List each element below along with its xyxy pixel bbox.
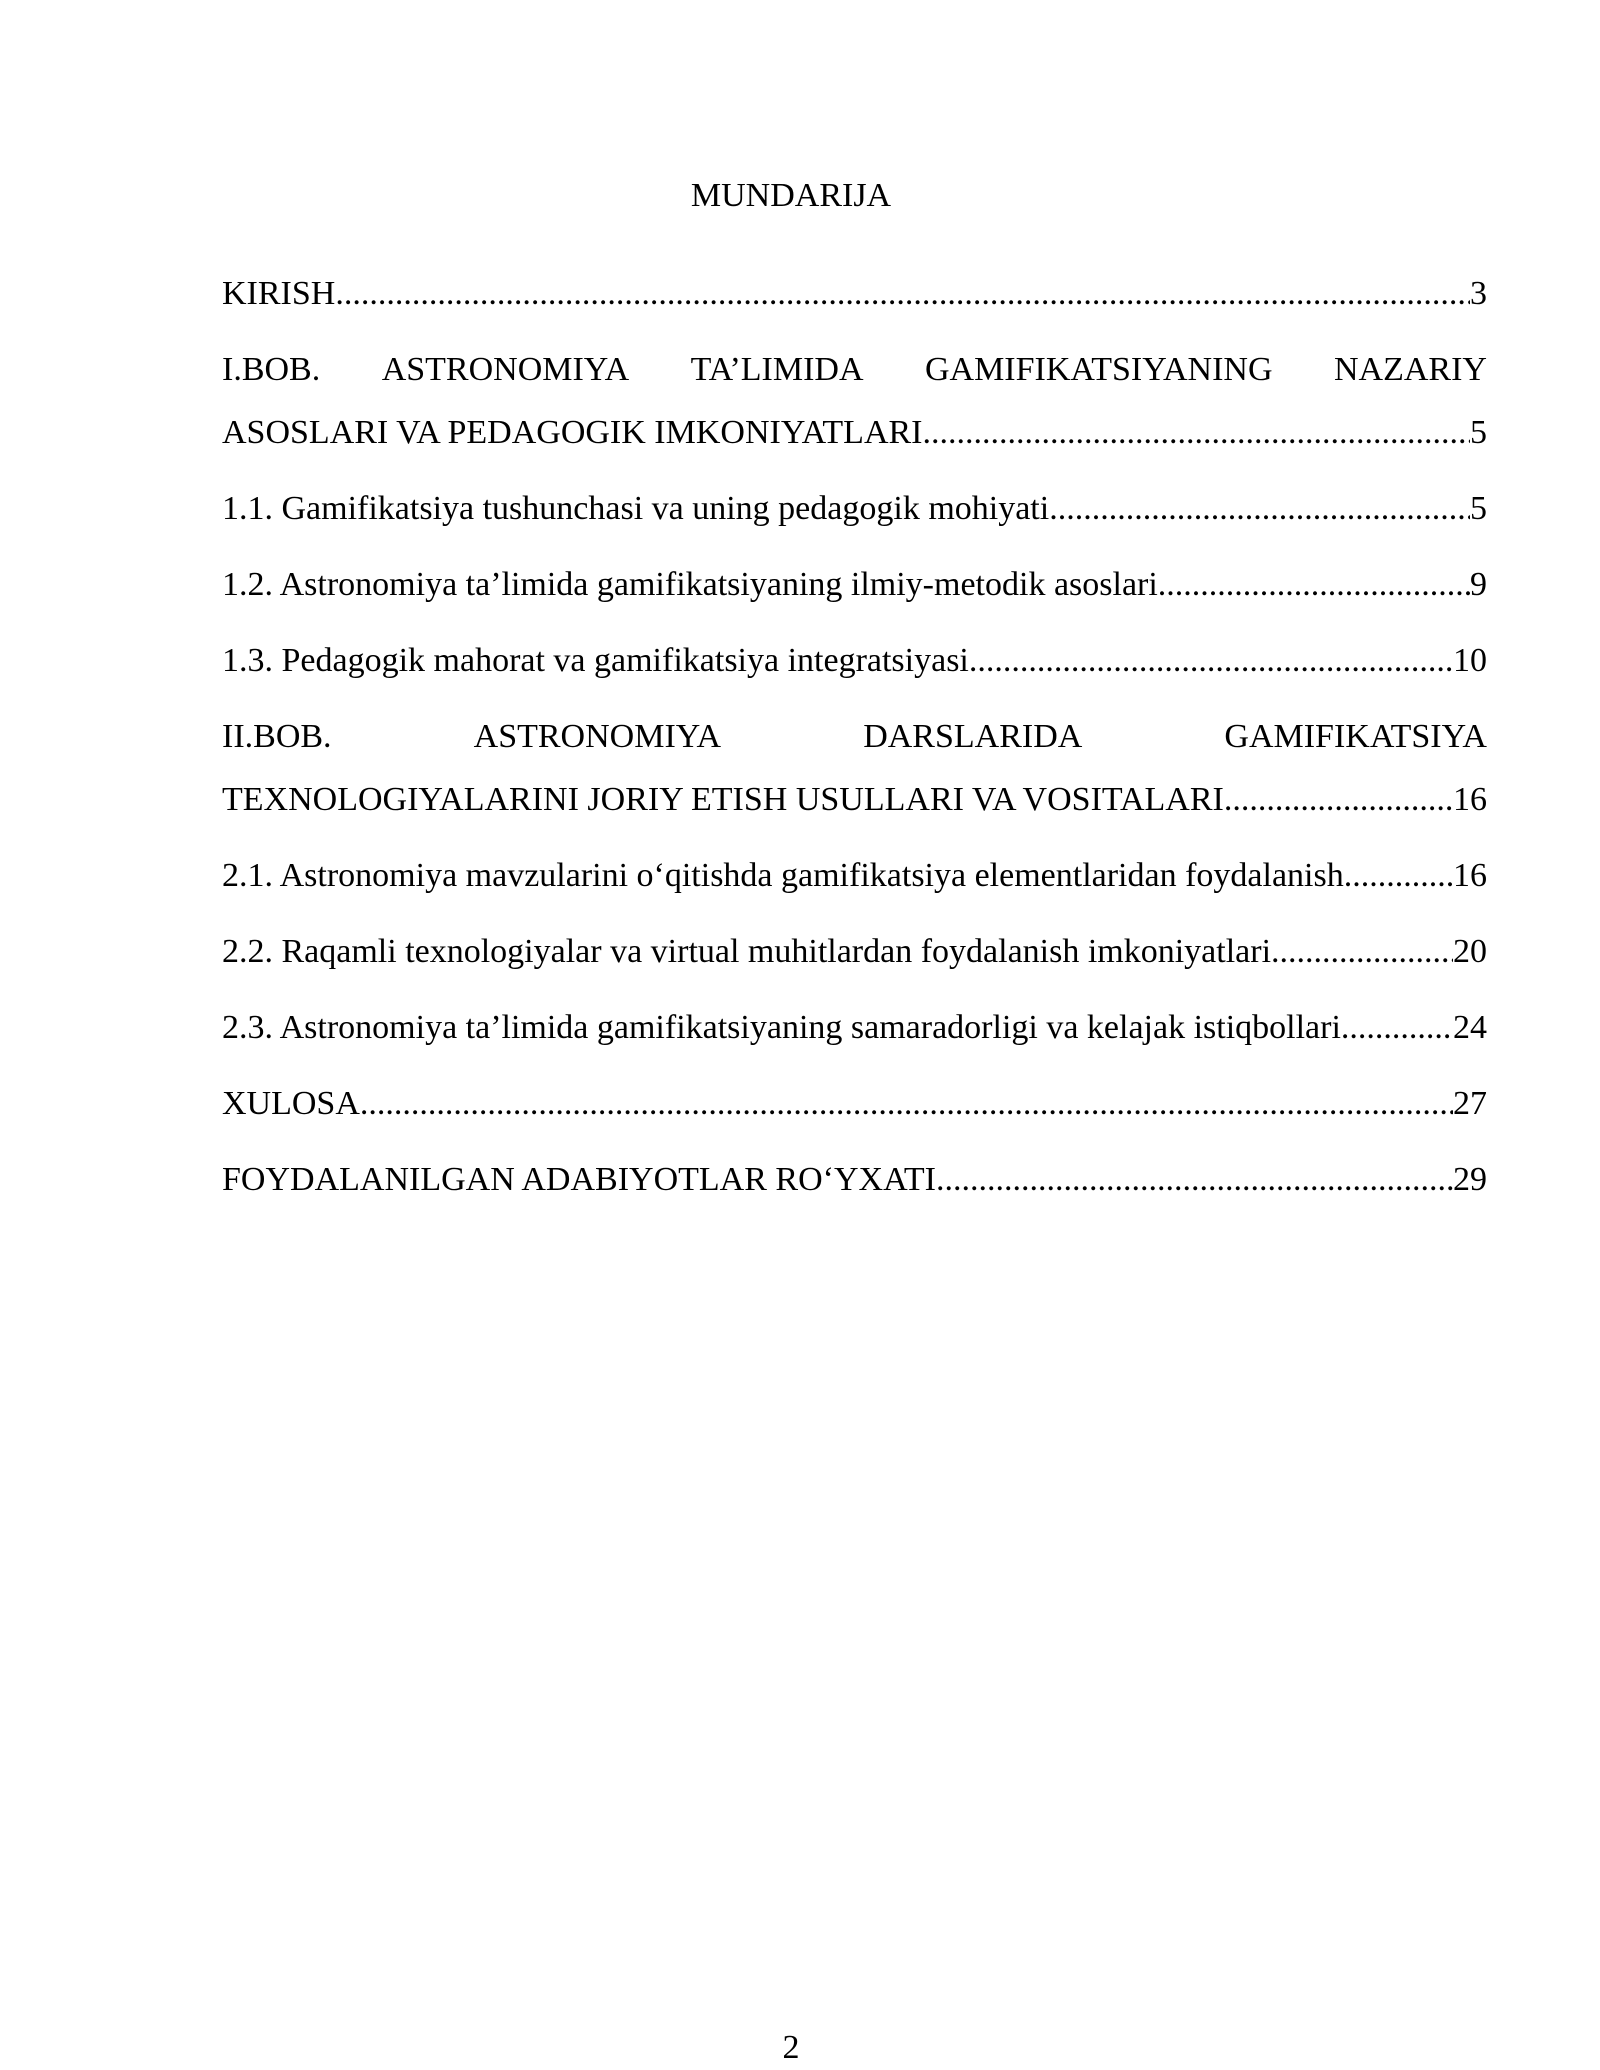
toc-entry-page: 9 (1470, 566, 1487, 603)
toc-entry-label: 1.2. Astronomiya ta’limida gamifikatsiyaning ilmiy-metodik asoslari (222, 566, 1158, 603)
toc-heading (0, 174, 1600, 218)
toc-entry-label: 2.1. Astronomiya mavzularini o‘qitishda gamifikatsiya elementlaridan foydalanish (222, 857, 1344, 894)
toc-word: GAMIFIKATSIYANING (924, 351, 1273, 388)
dot-leader (1271, 920, 1453, 983)
toc-entry-page: 20 (1453, 933, 1487, 970)
toc-word: ASTRONOMIYA (473, 718, 722, 755)
toc-entry-label: FOYDALANILGAN ADABIYOTLAR RO‘YXATI (222, 1161, 936, 1198)
table-of-contents (222, 262, 1487, 1224)
dot-leader (1049, 477, 1470, 540)
dot-leader (1344, 844, 1453, 907)
toc-word: TA’LIMIDA (690, 351, 864, 388)
toc-word: DARSLARIDA (863, 718, 1083, 755)
dot-leader (1224, 768, 1453, 831)
dot-leader (923, 401, 1470, 464)
dot-leader (936, 1148, 1453, 1211)
toc-word: GAMIFIKATSIYA (1224, 718, 1487, 755)
toc-entry-label: 1.1. Gamifikatsiya tushunchasi va uning pedagogik mohiyati (222, 490, 1050, 527)
toc-word: NAZARIY (1333, 351, 1487, 388)
toc-entry-label: TEXNOLOGIYALARINI JORIY ETISH USULLARI VA VOSITALARI (222, 781, 1224, 818)
toc-entry-page: 24 (1453, 1009, 1487, 1046)
toc-entry-heading-line (222, 338, 1487, 401)
toc-entry-bibliography[interactable] (222, 1148, 1487, 1211)
toc-entry-chapter-2[interactable] (222, 705, 1487, 831)
toc-entry-label: 2.3. Astronomiya ta’limida gamifikatsiyaning samaradorligi va kelajak istiqbollari (222, 1009, 1341, 1046)
toc-word: ASTRONOMIYA (381, 351, 630, 388)
toc-entry-page: 5 (1470, 490, 1487, 527)
toc-entry-page: 29 (1453, 1161, 1487, 1198)
toc-entry-section-1-3[interactable] (222, 629, 1487, 692)
dot-leader (360, 1072, 1453, 1135)
dot-leader (1341, 996, 1453, 1059)
toc-entry-page: 10 (1453, 642, 1487, 679)
toc-word: II.BOB. (222, 718, 332, 755)
toc-entry-page: 16 (1453, 857, 1487, 894)
toc-entry-page: 27 (1453, 1085, 1487, 1122)
toc-entry-section-1-2[interactable] (222, 553, 1487, 616)
toc-entry-kirish[interactable] (222, 262, 1487, 325)
dot-leader (1158, 553, 1470, 616)
toc-entry-chapter-1[interactable] (222, 338, 1487, 464)
toc-entry-label: ASOSLARI VA PEDAGOGIK IMKONIYATLARI (222, 414, 923, 451)
toc-entry-section-2-1[interactable] (222, 844, 1487, 907)
toc-entry-section-2-2[interactable] (222, 920, 1487, 983)
toc-entry-section-1-1[interactable] (222, 477, 1487, 540)
toc-entry-page: 16 (1453, 781, 1487, 818)
page-number: 2 (782, 2029, 800, 2066)
toc-heading-text: MUNDARIJA (690, 177, 892, 214)
toc-word: I.BOB. (222, 351, 321, 388)
dot-leader (335, 262, 1470, 325)
toc-entry-xulosa[interactable] (222, 1072, 1487, 1135)
toc-entry-page: 5 (1470, 414, 1487, 451)
dot-leader (969, 629, 1453, 692)
toc-entry-label: KIRISH (222, 275, 336, 312)
toc-entry-page: 3 (1470, 275, 1487, 312)
toc-entry-label: 2.2. Raqamli texnologiyalar va virtual muhitlardan foydalanish imkoniyatlari (222, 933, 1272, 970)
toc-entry-label: XULOSA (222, 1085, 360, 1122)
toc-entry-label: 1.3. Pedagogik mahorat va gamifikatsiya integratsiyasi (222, 642, 969, 679)
toc-entry-heading-line (222, 705, 1487, 768)
toc-entry-section-2-3[interactable] (222, 996, 1487, 1059)
